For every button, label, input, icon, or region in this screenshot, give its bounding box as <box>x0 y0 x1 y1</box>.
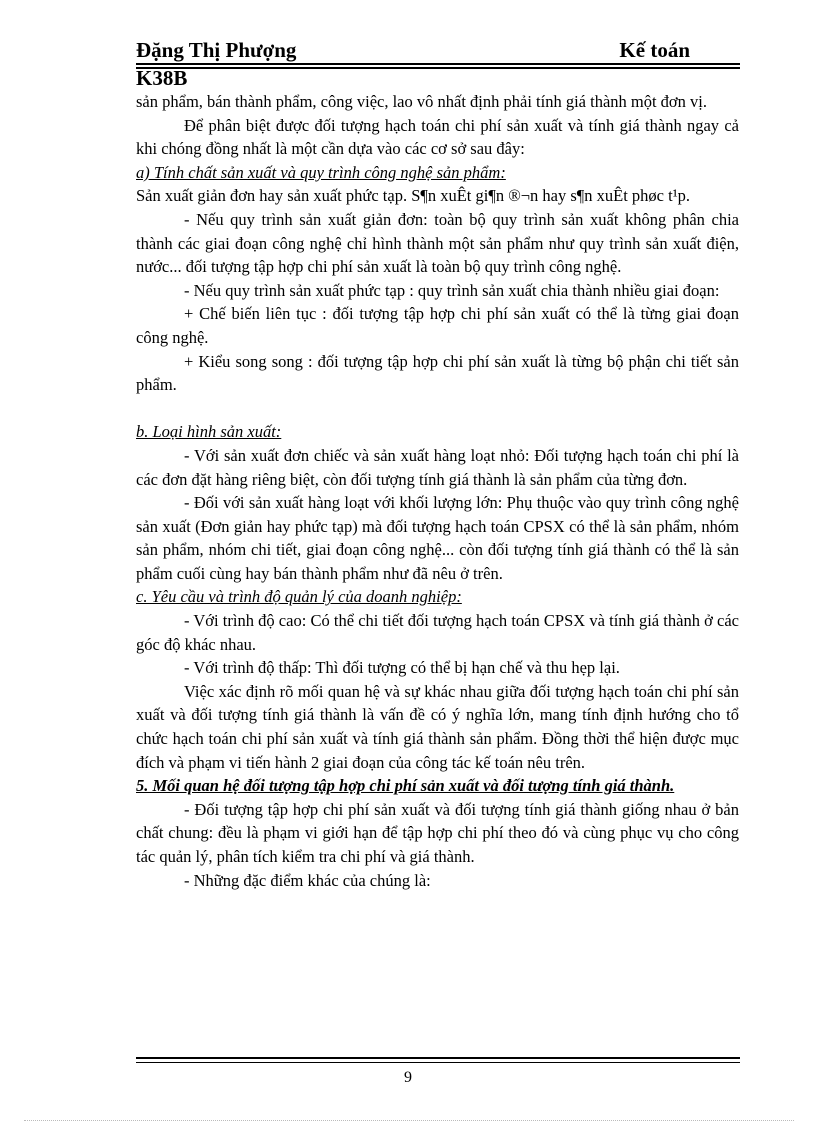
section-heading-c: c. Yêu cầu và trình độ quản lý của doanh nghiệp: <box>136 587 462 607</box>
paragraph: - Với trình độ cao: Có thể chi tiết đối tượng hạch toán CPSX và tính giá thành ở các góc độ khác nhau. <box>136 611 739 654</box>
paragraph: sản phẩm, bán thành phẩm, công việc, lao vô nhất định phải tính giá thành một đơn vị. <box>136 92 707 111</box>
paragraph: Việc xác định rõ mối quan hệ và sự khác nhau giữa đối tượng hạch toán chi phí sản xuất và đối tượng tính giá thành là vấn đề có ý nghĩa lớn, mang tính định hướng cho tổ chức hạch toán chi phí sản xuất và tính giá thành sản phẩm. Đồng thời thể hiện được mục đích và phạm vi tiến hành 2 giai đoạn của công tác kế toán nêu trên. <box>136 681 739 772</box>
class-code: K38B <box>136 66 188 90</box>
page-number: 9 <box>404 1069 412 1086</box>
paragraph: + Kiểu song song : đối tượng tập hợp chi phí sản xuất là từng bộ phận chi tiết sản phẩm. <box>136 351 739 395</box>
paragraph: + Chế biến liên tục : đối tượng tập hợp chi phí sản xuất có thể là từng giai đoạn công nghệ. <box>136 304 739 347</box>
section-heading-5: 5. Mối quan hệ đối tượng tập hợp chi phí sản xuất và đối tượng tính giá thành. <box>136 776 675 796</box>
author-name: Đặng Thị Phượng <box>136 38 297 62</box>
section-heading-a: a) Tính chất sản xuất và quy trình công nghệ sản phẩm: <box>136 162 506 182</box>
paragraph: - Đối với sản xuất hàng loạt với khối lượng lớn: Phụ thuộc vào quy trình công nghệ sản xuất (Đơn giản hay phức tạp) mà đối tượng hạch toán CPSX có thể là sản phẩm, nhóm sản phẩm, nhóm chi tiết, giai đoạn công nghệ... còn đối tượng tính giá thành có thể là sản phẩm cuối cùng hay bán thành phẩm như đã nêu ở trên. <box>136 493 739 583</box>
department-name: Kế toán <box>619 38 690 62</box>
spacer <box>136 397 739 421</box>
section-heading-b: b. Loại hình sản xuất: <box>136 422 282 442</box>
footer-rule <box>136 1057 740 1066</box>
document-body <box>136 90 739 892</box>
paragraph: Để phân biệt được đối tượng hạch toán chi phí sản xuất và tính giá thành ngay cả khi chóng đồng nhất là một cần dựa vào các cơ sở sau đây: <box>136 115 739 159</box>
paragraph: - Với trình độ thấp: Thì đối tượng có thể bị hạn chế và thu hẹp lại. <box>184 658 620 678</box>
page-header <box>136 38 740 68</box>
paragraph: - Với sản xuất đơn chiếc và sản xuất hàng loạt nhỏ: Đối tượng hạch toán chi phí là các đơn đặt hàng riêng biệt, còn đối tượng tính giá thành là sản phẩm của từng đơn. <box>136 445 739 489</box>
paragraph: Sản xuất giản đơn hay sản xuất phức tạp. S¶n xuÊt gi¶n ®¬n hay s¶n xuÊt phøc t¹p. <box>136 186 691 206</box>
header-rule-bottom <box>136 67 740 69</box>
paragraph: - Những đặc điểm khác của chúng là: <box>184 870 431 890</box>
header-rule-top <box>136 63 740 65</box>
page-edge-divider <box>24 1120 794 1121</box>
paragraph: - Nếu quy trình sản xuất phức tạp : quy trình sản xuất chia thành nhiều giai đoạn: <box>184 280 720 300</box>
paragraph: - Nếu quy trình sản xuất giản đơn: toàn bộ quy trình sản xuất không phân chia thành các giai đoạn công nghệ chỉ hình thành một sản phẩm như quy trình sản xuất điện, nước... đối tượng tập hợp chi phí sản xuất là toàn bộ quy trình công nghệ. <box>136 209 739 277</box>
paragraph: - Đối tượng tập hợp chi phí sản xuất và đối tượng tính giá thành giống nhau ở bản chất chung: đều là phạm vi giới hạn để tập hợp chi phí theo đó và cùng phục vụ cho công tác quản lý, phân tích kiểm tra chi phí và giá thành. <box>136 799 739 866</box>
